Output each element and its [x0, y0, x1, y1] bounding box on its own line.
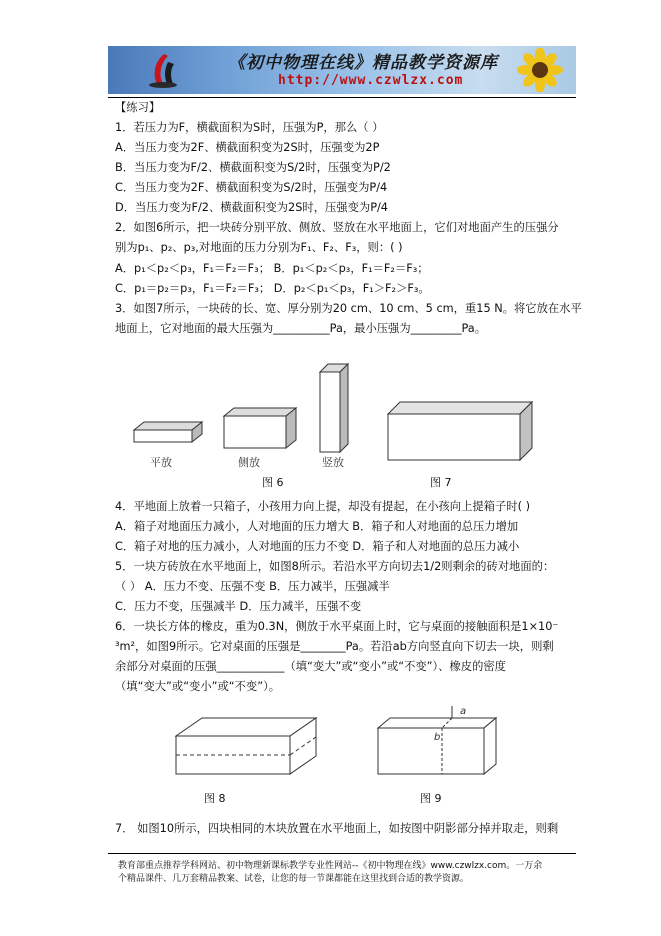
- section-heading: 【练习】: [115, 101, 161, 114]
- question-3: 3．如图7所示，一块砖的长、宽、厚分别为20 cm、10 cm、5 cm，重15 N。将它放在水平: [115, 302, 582, 315]
- question-3-cont: 地面上，它对地面的最大压强为__________Pa，最小压强为_________Pa。: [115, 322, 487, 335]
- q1-option-d: D．当压力变为F/2、横截面积变为2S时，压强变为P/4: [115, 201, 388, 214]
- footer-line-2: 个精品课件、几万套精品教案、试卷，让您的每一节课都能在这里找到合适的教学资源。: [118, 874, 470, 884]
- fig8-caption: 图 8: [204, 792, 226, 805]
- question-6-cont-3: （填“变大”或“变小”或“不变”）。: [115, 680, 281, 693]
- fig6-label-side: 侧放: [238, 456, 260, 469]
- header-rule: [108, 97, 576, 98]
- q2-options-ab: A．p₁＜p₂＜p₃，F₁＝F₂＝F₃； B．p₁＜p₂＜p₃，F₁＝F₂＝F₃；: [115, 262, 429, 275]
- question-2-cont: 别为p₁、p₂、p₃,对地面的压力分别为F₁、F₂、F₃，则：( ): [115, 241, 403, 254]
- question-5: 5．一块方砖放在水平地面上，如图8所示。若沿水平方向切去1/2则剩余的砖对地面的：: [115, 560, 555, 573]
- q5-options-ab: （ ） A．压力不变、压强不变 B．压力减半，压强减半: [115, 580, 390, 593]
- q1-option-c: C．当压力变为2F、横截面积变为S/2时，压强变为P/4: [115, 181, 388, 194]
- question-6-cont-2: 余部分对桌面的压强____________（填“变大”或“变小”或“不变”）、橡皮的密度: [115, 660, 506, 673]
- fig9-label-b: b: [434, 732, 441, 743]
- fig9-label-a: a: [460, 706, 467, 717]
- question-6: 6．一块长方体的橡皮，重为0.3N，侧放于水平桌面上时，它与桌面的接触面积是1×10⁻: [115, 620, 559, 633]
- q4-options-cd: C．箱子对地的压力减小，人对地面的压力不变 D．箱子和人对地面的总压力减小: [115, 540, 520, 553]
- site-logo-icon: [146, 52, 180, 88]
- figure-6-bricks: [128, 360, 358, 480]
- question-6-cont-1: ³m²，如图9所示。它对桌面的压强是________Pa。若沿ab方向竖直向下切去一块，则剩: [115, 640, 554, 653]
- fig7-caption: 图 7: [430, 476, 452, 489]
- figure-9-eraser: [372, 702, 502, 780]
- question-1: 1．若压力为F，横截面积为S时，压强为P，那么（ ）: [115, 121, 384, 134]
- question-7: 7． 如图10所示，四块相同的木块放置在水平地面上，如按图中阴影部分掉并取走，则剩: [115, 822, 559, 835]
- q1-option-b: B．当压力变为F/2、横截面积变为S/2时，压强变为P/2: [115, 161, 391, 174]
- footer-rule: [108, 853, 576, 854]
- q4-options-ab: A．箱子对地面压力减小，人对地面的压力增大 B．箱子和人对地面的总压力增加: [115, 520, 519, 533]
- fig6-label-flat: 平放: [150, 456, 172, 469]
- q2-options-cd: C．p₁＝p₂＝p₃，F₁＝F₂＝F₃； D．p₂＜p₁＜p₃，F₁＞F₂＞F₃。: [115, 282, 430, 295]
- q1-option-a: A．当压力变为2F、横截面积变为2S时，压强变为2P: [115, 141, 380, 154]
- figure-7-brick: [384, 396, 536, 464]
- question-4: 4．平地面上放着一只箱子，小孩用力向上提，却没有提起，在小孩向上提箱子时( ): [115, 500, 530, 513]
- header-banner: [108, 46, 576, 94]
- q5-options-cd: C．压力不变，压强减半 D．压力减半，压强不变: [115, 600, 362, 613]
- fig6-caption: 图 6: [262, 476, 284, 489]
- fig6-label-upright: 竖放: [322, 456, 344, 469]
- question-2: 2．如图6所示，把一块砖分别平放、侧放、竖放在水平地面上，它们对地面产生的压强分: [115, 221, 559, 234]
- banner-title: 《初中物理在线》精品教学资源库: [228, 53, 498, 73]
- sunflower-icon: [510, 48, 570, 92]
- banner-url: http://www.czwlzx.com: [278, 73, 464, 88]
- fig9-caption: 图 9: [420, 792, 442, 805]
- figure-8-block: [172, 714, 322, 782]
- footer-line-1: 教育部重点推荐学科网站、初中物理新课标教学专业性网站--《初中物理在线》www.czwlzx.com。一万余: [118, 861, 543, 871]
